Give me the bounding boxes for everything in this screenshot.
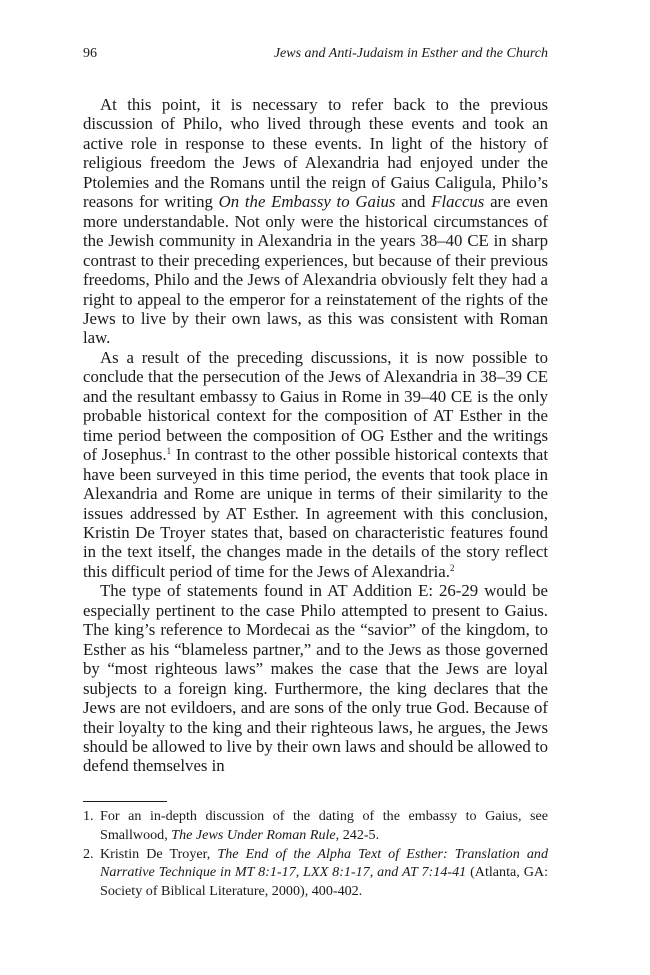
paragraph-philo: At this point, it is necessary to refer back to the previous discussion of Philo, who lived through these events and took an active role in response to these events. In light of the history of religious freedom the Jews of Alexandria had enjoyed under the Ptolemies and the Romans until the reign of Gaius Caligula, Philo’s reasons for writing On the Embassy to Gaius and Flaccus are even more understandable. Not only were the historical circumstances of the Jewish community in Alexandria in the years 38–40 CE in sharp contrast to their preceding experiences, but because of their previous freedoms, Philo and the Jews of Alexandria obviously felt they had a right to appeal to the emperor for a reinstatement of the rights of the Jews to live by their own laws, as this was consistent with Roman law. xyxy=(83,95,548,348)
page-header xyxy=(83,46,548,66)
footnote-ref-1[interactable]: 1 xyxy=(166,446,172,457)
footnote-2: 2. Kristin De Troyer, The End of the Alpha Text of Esther: Translation and Narrative Technique in MT 8:1-17, LXX 8:1-17, and AT 7:14-41 (Atlanta, GA: Society of Biblical Literature, 2000), 400-402. xyxy=(83,845,548,900)
footnote-number: 1. xyxy=(83,808,94,824)
page-number: 96 xyxy=(83,46,97,61)
footnote-book-title: The End of the Alpha Text of Esther: Translation and Narrative Technique in MT 8:1-17, LXX 8:1-17, and AT 7:14-41 xyxy=(100,845,548,881)
footnote-divider xyxy=(83,801,167,802)
footnotes xyxy=(83,807,548,901)
paragraph-addition-e: The type of statements found in AT Addition E: 26-29 would be especially pertinent to the case Philo attempted to present to Gaius. The king’s reference to Mordecai as the “savior” of the kingdom, to Esther as his “blameless partner,” and to the Jews as those governed by “most righteous laws” makes the case that the Jews are loyal subjects to a foreign king. Furthermore, the king declares that the Jews are not evildoers, and are sons of the only true God. Because of their loyalty to the king and their righteous laws, he argues, the Jews should be allowed to live by their own laws and should be allowed to defend themselves in xyxy=(83,581,548,776)
running-title: Jews and Anti-Judaism in Esther and the Church xyxy=(273,46,548,61)
book-title-embassy: On the Embassy to Gaius xyxy=(218,192,396,212)
book-title-flaccus: Flaccus xyxy=(431,192,485,212)
paragraph-conclusion: As a result of the preceding discussions, it is now possible to conclude that the persecution of the Jews of Alexandria in 38–39 CE and the resultant embassy to Gaius in Rome in 39–40 CE is the only probable historical context for the composition of AT Esther in the time period between the composition of OG Esther and the writings of Josephus.$^1$ In contrast to the other possible historical contexts that have been surveyed in this time period, the events that took place in Alexandria and Rome are unique in terms of their similarity to the issues addressed by AT Esther. In agreement with this conclusion, Kristin De Troyer states that, based on characteristic features found in the text itself, the changes made in the details of the story reflect this difficult period of time for the Jews of Alexandria.$^2$ xyxy=(83,347,548,581)
footnote-ref-2[interactable]: 2 xyxy=(449,562,455,573)
footnote-book-title: The Jews Under Roman Rule xyxy=(171,826,336,843)
footnote-number: 2. xyxy=(83,845,94,862)
main-text xyxy=(83,95,548,776)
footnote-1: 1. For an in-depth discussion of the dating of the embassy to Gaius, see Smallwood, The Jews Under Roman Rule, 242-5. xyxy=(83,808,548,843)
